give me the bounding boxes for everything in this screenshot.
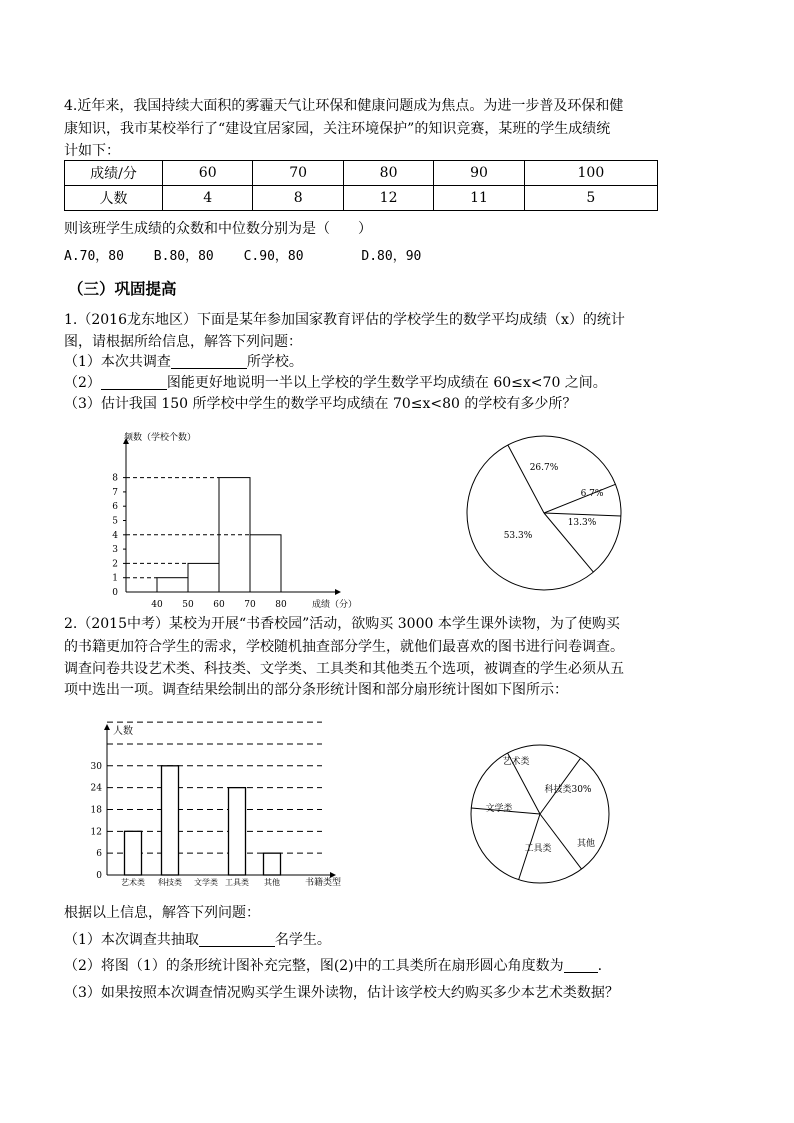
y-tick-label: 30 (90, 761, 102, 772)
y-tick-label: 0 (96, 871, 102, 881)
y-tick-label: 0 (112, 588, 118, 598)
table-cell: 8 (253, 186, 343, 211)
y-tick-label: 5 (112, 516, 118, 527)
x-axis-label: 书籍类型 (305, 878, 342, 888)
option-d: D.80，90 (361, 249, 422, 264)
y-axis-arrow (104, 724, 110, 730)
pie-slice-label: 13.3% (567, 518, 597, 528)
table-row (65, 186, 658, 211)
histogram-bar (188, 563, 219, 592)
p1-q1: （1）本次共调查 所学校。 (64, 354, 303, 370)
table-cell: 70 (253, 161, 343, 186)
table-cell: 4 (163, 186, 253, 211)
bar (125, 831, 142, 875)
x-tick-label: 艺术类 (121, 878, 145, 887)
table-cell: 100 (524, 161, 657, 186)
answer-blank (101, 373, 167, 390)
x-tick-label: 70 (244, 600, 256, 610)
y-tick-label: 12 (90, 827, 102, 838)
table-cell: 11 (434, 186, 524, 211)
histogram-bar (250, 535, 281, 592)
pie-slice-label: 6.7% (580, 489, 604, 499)
y-axis-label: 人数 (113, 726, 133, 737)
y-axis-label: 频数（学校个数） (124, 433, 197, 443)
x-tick-label: 文学类 (194, 878, 218, 887)
y-tick-label: 7 (112, 487, 118, 498)
y-tick-label: 3 (112, 545, 118, 556)
x-axis-label: 成绩（分） (312, 600, 358, 610)
table-cell: 80 (343, 161, 433, 186)
x-axis-arrow (335, 589, 341, 595)
p2-line-3: 调查问卷共设艺术类、科技类、文学类、工具类和其他类五个选项，被调查的学生必须从五 (64, 661, 624, 677)
section-title: （三）巩固提高 (68, 279, 177, 298)
option-a: A.70，80 (64, 249, 124, 264)
bar-chart (90, 720, 360, 895)
p2-line-4: 项中选出一项。调查结果绘制出的部分条形统计图和部分扇形统计图如下图所示： (64, 682, 568, 698)
y-tick-label: 4 (112, 530, 118, 541)
bar (229, 788, 246, 875)
p2-line-2: 的书籍更加符合学生的需求，学校随机抽查部分学生，就他们最喜欢的图书进行问卷调查。 (64, 639, 624, 655)
pie-chart-categories (460, 740, 620, 890)
table-row (65, 161, 658, 186)
histogram-bar (157, 578, 188, 592)
y-tick-label: 1 (112, 573, 118, 584)
x-tick-label: 40 (151, 600, 163, 610)
pie-slice-label: 26.7% (529, 463, 559, 473)
p2-q2: （2）将图（1）的条形统计图补充完整，图(2)中的工具类所在扇形圆心角度数为 . (64, 958, 603, 974)
p1-line-2: 图，请根据所给信息，解答下列问题： (64, 334, 302, 350)
table-cell: 5 (524, 186, 657, 211)
table-header-score: 成绩/分 (65, 161, 163, 186)
pie-slice-label: 科技类30% (544, 785, 592, 795)
table-cell: 90 (434, 161, 524, 186)
x-tick-label: 50 (182, 600, 194, 610)
option-b: B.80，80 (153, 249, 214, 264)
answer-blank (564, 956, 598, 973)
option-c: C.90，80 (243, 249, 304, 264)
histogram-chart (100, 430, 360, 610)
q4-options (64, 246, 421, 268)
y-tick-label: 6 (112, 502, 118, 513)
score-table (64, 160, 658, 211)
bar (264, 853, 281, 875)
x-tick-label: 80 (275, 600, 287, 610)
x-tick-label: 60 (213, 600, 225, 610)
x-tick-label: 其他 (264, 878, 280, 887)
q4-question: 则该班学生成绩的众数和中位数分别为是（ ） (64, 221, 372, 237)
pie-chart (460, 430, 640, 600)
table-cell: 12 (343, 186, 433, 211)
p1-q3: （3）估计我国 150 所学校中学生的数学平均成绩在 70≤x<80 的学校有多少所？ (64, 396, 577, 412)
x-tick-label: 科技类 (158, 878, 182, 887)
p1-q2: （2） 图能更好地说明一半以上学校的学生数学平均成绩在 60≤x<70 之间。 (64, 375, 607, 391)
y-tick-label: 24 (90, 783, 102, 794)
pie-slice-label: 文学类 (485, 804, 513, 814)
q4-line-2: 康知识，我市某校举行了“建设宜居家园，关注环境保护”的知识竞赛，某班的学生成绩统 (64, 121, 611, 137)
q4-line-3: 计如下： (64, 143, 120, 159)
answer-blank (171, 352, 247, 369)
answer-blank (199, 930, 275, 947)
y-tick-label: 2 (112, 559, 118, 570)
p2-q1: （1）本次调查共抽取 名学生。 (64, 932, 331, 948)
pie-slice-label: 艺术类 (502, 757, 530, 767)
pie-slice-label: 53.3% (503, 531, 533, 541)
table-header-count: 人数 (65, 186, 163, 211)
y-tick-label: 18 (90, 805, 102, 816)
p2-after: 根据以上信息，解答下列问题： (64, 905, 260, 921)
p1-line-1: 1.（2016龙东地区）下面是某年参加国家教育评估的学校学生的数学平均成绩（x）的统计 (64, 312, 625, 328)
x-tick-label: 工具类 (225, 878, 249, 887)
bar (162, 766, 179, 875)
q4-line-1: 4.近年来，我国持续大面积的雾霾天气让环保和健康问题成为焦点。为进一步普及环保和健 (64, 98, 624, 114)
pie-slice-label: 其他 (576, 839, 596, 849)
y-tick-label: 8 (112, 473, 118, 484)
table-cell: 60 (163, 161, 253, 186)
y-tick-label: 6 (96, 849, 102, 860)
pie-slice-label: 工具类 (524, 844, 552, 854)
p2-line-1: 2.（2015中考）某校为开展“书香校园”活动，欲购买 3000 本学生课外读物，为了使购买 (64, 616, 620, 632)
p2-q3: （3）如果按照本次调查情况购买学生课外读物，估计该学校大约购买多少本艺术类数据？ (64, 985, 619, 1001)
